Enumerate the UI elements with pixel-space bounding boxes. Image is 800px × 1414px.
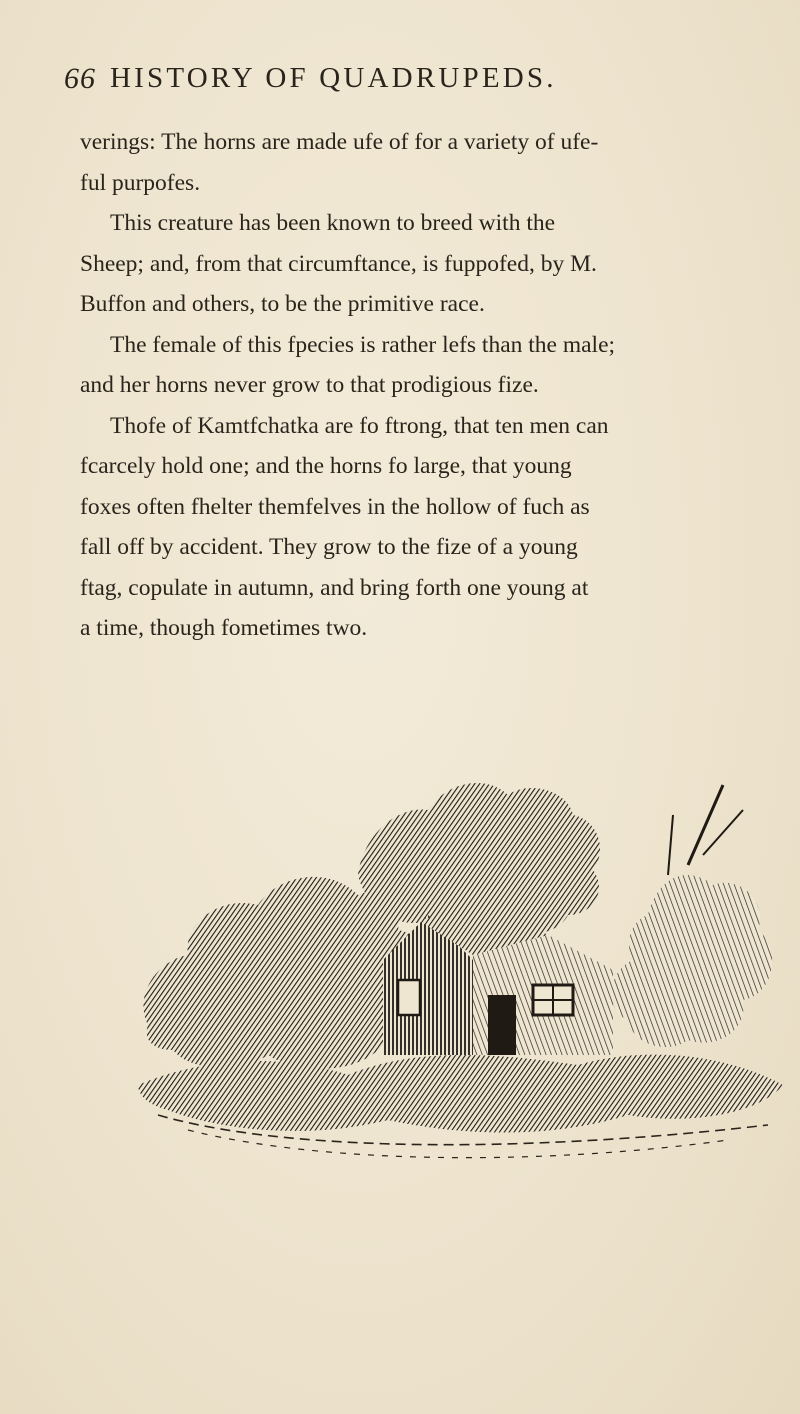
- text-line: ful purpofes.: [80, 169, 201, 196]
- cottage: [383, 905, 613, 1055]
- text-line: fall off by accident. They grow to the fize of a young: [80, 534, 578, 560]
- text-line: Thofe of Kamtfchatka are fo ftrong, that ten men can: [110, 412, 609, 439]
- woodcut-vignette: [128, 755, 793, 1210]
- page-header: [64, 62, 704, 102]
- text-line: foxes often fhelter themfelves in the hollow of fuch as: [80, 493, 590, 520]
- running-title: HISTORY OF QUADRUPEDS.: [110, 62, 557, 94]
- right-tree: [612, 875, 773, 1047]
- text-line: Buffon and others, to be the primitive race.: [80, 291, 485, 317]
- text-line: fcarcely hold one; and the horns fo large, that young: [80, 453, 572, 479]
- text-line: a time, though fometimes two.: [80, 615, 368, 641]
- body-text: [80, 122, 780, 649]
- text-line: The female of this fpecies is rather lefs than the male;: [110, 331, 616, 358]
- text-line: Sheep; and, from that circumftance, is fuppofed, by M.: [80, 250, 597, 277]
- text-line: verings: The horns are made ufe of for a variety of ufe-: [80, 129, 599, 155]
- ground: [138, 1055, 783, 1133]
- text-line: ftag, copulate in autumn, and bring forth one young at: [80, 574, 589, 601]
- text-line: This creature has been known to breed with the: [110, 210, 556, 236]
- page-number: 66: [64, 62, 96, 95]
- text-line: and her horns never grow to that prodigious fize.: [80, 372, 539, 398]
